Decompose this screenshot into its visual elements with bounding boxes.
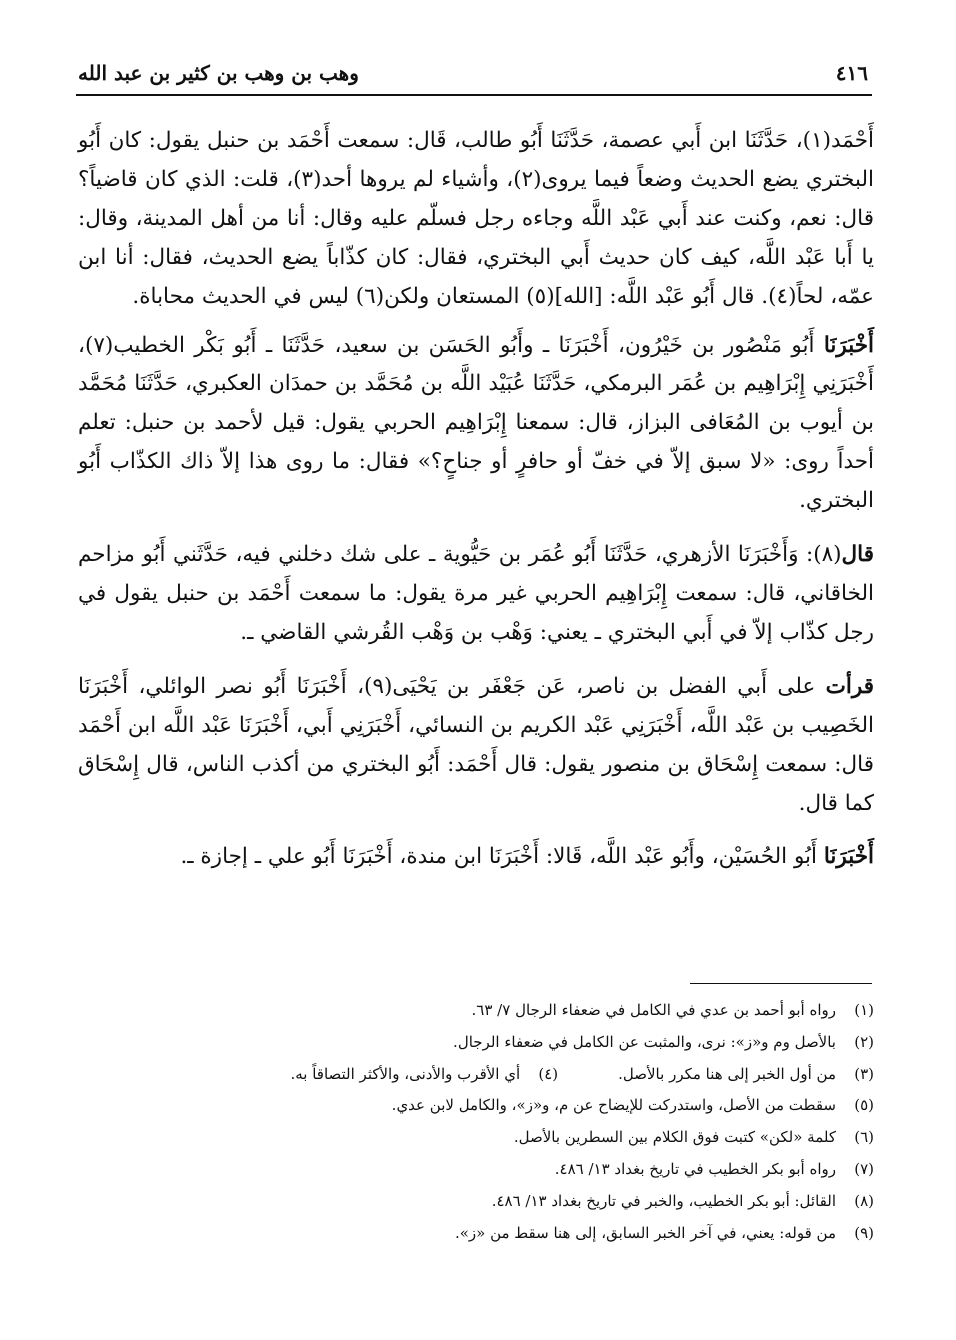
footnote-number: (١) bbox=[854, 1001, 874, 1019]
paragraph-4 bbox=[78, 668, 874, 824]
footnote-text: القائل: أبو بكر الخطيب، والخبر في تاريخ بغداد ١٣/ ٤٨٦. bbox=[491, 1191, 836, 1210]
paragraph-3-lead: قال bbox=[841, 542, 874, 568]
footnote-number: (٣) bbox=[854, 1064, 874, 1083]
footnotes bbox=[78, 995, 874, 1249]
footnote-8 bbox=[78, 1186, 874, 1218]
footnote-text: رواه أبو بكر الخطيب في تاريخ بغداد ١٣/ ٤٨٦. bbox=[554, 1159, 836, 1178]
footnote-text: رواه أبو أحمد بن عدي في الكامل في ضعفاء الرجال ٧/ ٦٣. bbox=[471, 1001, 836, 1019]
footnote-1 bbox=[78, 995, 874, 1027]
paragraph-1: أَحْمَد(١)، حَدَّثَنَا ابن أَبي عصمة، حَدَّثَنَا أَبُو طالب، قَال: سمعت أَحْمَد بن حنبل يقول: كان أَبُو البختري يضع الحديث وضعاً فيما يروى(٢)، وأشياء لم يروها أحد(٣)، قلت: الذي كان قاضياً؟ قال: نعم، وكنت عند أَبي عَبْد اللَّه وجاءه رجل فسلّم عليه وقال: أنا من أهل المدينة، وقال: يا أَبا عَبْد اللَّه، كيف كان حديث أَبي البختري، فقال: كان كذّاباً يضع الحديث، فقال: أنا ابن عمّه، لحاً(٤). قال أَبُو عَبْد اللَّه: [الله](٥) المستعان ولكن(٦) ليس في الحديث محاباة. bbox=[78, 128, 874, 309]
main-text bbox=[78, 122, 874, 892]
footnote-9 bbox=[78, 1218, 874, 1250]
footnote-number: (٧) bbox=[854, 1159, 874, 1178]
footnote-number: (٩) bbox=[854, 1223, 874, 1242]
footnote-text: أي الأقرب والأدنى، والأكثر التصاقاً به. bbox=[290, 1064, 521, 1083]
footnote-text: من أول الخبر إلى هنا مكرر بالأصل. bbox=[618, 1064, 836, 1083]
paragraph-2-text: أَبُو مَنْصُور بن خَيْرُون، أَخْبَرَنَا ـ وأَبُو الحَسَن بن سعيد، حَدَّثَنَا ـ أَبُو بَكْر الخطيب(٧)، أَخْبَرَنِي إِبْرَاهِيم بن عُمَر البرمكي، حَدَّثَنَا عُبَيْد اللَّه بن مُحَمَّد بن حمدَان العكبري، حَدَّثَنَا مُحَمَّد بن أيوب بن المُعَافى البزاز، قال: سمعنا إِبْرَاهِيم الحربي يقول: قيل لأحمد بن حنبل: تعلم أحداً روى: «لا سبق إلاّ في خفّ أو حافرٍ أو جناحٍ؟» فقال: ما روى هذا إلاّ ذاك الكذّاب أَبُو البختري. bbox=[78, 332, 874, 514]
page-header bbox=[78, 56, 868, 90]
paragraph-2 bbox=[78, 327, 874, 522]
footnote-number: (٢) bbox=[854, 1032, 874, 1051]
footnote-3-4 bbox=[78, 1059, 874, 1091]
footnote-text: كلمة «لكن» كتبت فوق الكلام بين السطرين بالأصل. bbox=[513, 1128, 836, 1147]
paragraph-5 bbox=[78, 838, 874, 877]
paragraph-5-lead: أَخْبَرَنَا bbox=[823, 844, 874, 870]
footnote-6 bbox=[78, 1122, 874, 1154]
paragraph-4-lead: قرأت bbox=[825, 673, 874, 699]
paragraph-3 bbox=[78, 536, 874, 653]
footnote-number: (٦) bbox=[854, 1128, 874, 1147]
paragraph-2-lead: أَخْبَرَنَا bbox=[823, 332, 874, 358]
footnote-rule bbox=[690, 983, 872, 984]
paragraph-4-text: على أَبي الفضل بن ناصر، عَن جَعْفَر بن يَحْيَى(٩)، أَخْبَرَنَا أَبُو نصر الوائلي، أَخْبَرَنَا الخَصِيب بن عَبْد اللَّه، أَخْبَرَنِي عَبْد الكريم بن النسائي، أَخْبَرَنِي أَبي، أَخْبَرَنَا عَبْد اللَّه ابن أَحْمَد قال: سمعت إِسْحَاق بن منصور يقول: قال أَحْمَد: أَبُو البختري من أكذب الناس، قال إِسْحَاق كما قال. bbox=[78, 673, 874, 816]
page-number: ٤١٦ bbox=[835, 61, 868, 85]
footnote-text: من قوله: يعني، في آخر الخبر السابق، إلى هنا سقط من «ز». bbox=[454, 1223, 836, 1242]
running-title: وهب بن وهب بن كثير بن عبد الله bbox=[78, 61, 359, 85]
footnote-number: (٤) bbox=[538, 1064, 559, 1083]
paragraph-3-text: (٨): وَأَخْبَرَنَا الأزهري، حَدَّثَنَا أَبُو عُمَر بن حَيُّوية ـ على شك دخلني فيه، حَدَّثَني أَبُو مزاحم الخاقاني، قال: سمعت إِبْرَاهِيم الحربي غير مرة يقول: ما سمعت أَحْمَد بن حنبل يقول في رجل كذّاب إلاّ في أَبي البختري ـ يعني: وَهْب بن وَهْب القُرشي القاضي ـ. bbox=[78, 542, 874, 645]
paragraph-5-text: أَبُو الحُسَيْن، وأَبُو عَبْد اللَّه، قَالا: أَخْبَرَنَا ابن مندة، أَخْبَرَنَا أَبُو علي ـ إجازة ـ. bbox=[180, 844, 824, 870]
footnote-7 bbox=[78, 1154, 874, 1186]
footnote-2 bbox=[78, 1027, 874, 1059]
footnote-number: (٨) bbox=[854, 1191, 874, 1210]
header-rule bbox=[76, 94, 872, 96]
footnote-number: (٥) bbox=[854, 1096, 874, 1115]
footnote-5 bbox=[78, 1090, 874, 1122]
footnote-text: سقطت من الأصل، واستدركت للإيضاح عن م، و«ز»، والكامل لابن عدي. bbox=[391, 1096, 836, 1115]
footnote-text: بالأصل وم و«ز»: نرى، والمثبت عن الكامل في ضعفاء الرجال. bbox=[453, 1032, 836, 1051]
